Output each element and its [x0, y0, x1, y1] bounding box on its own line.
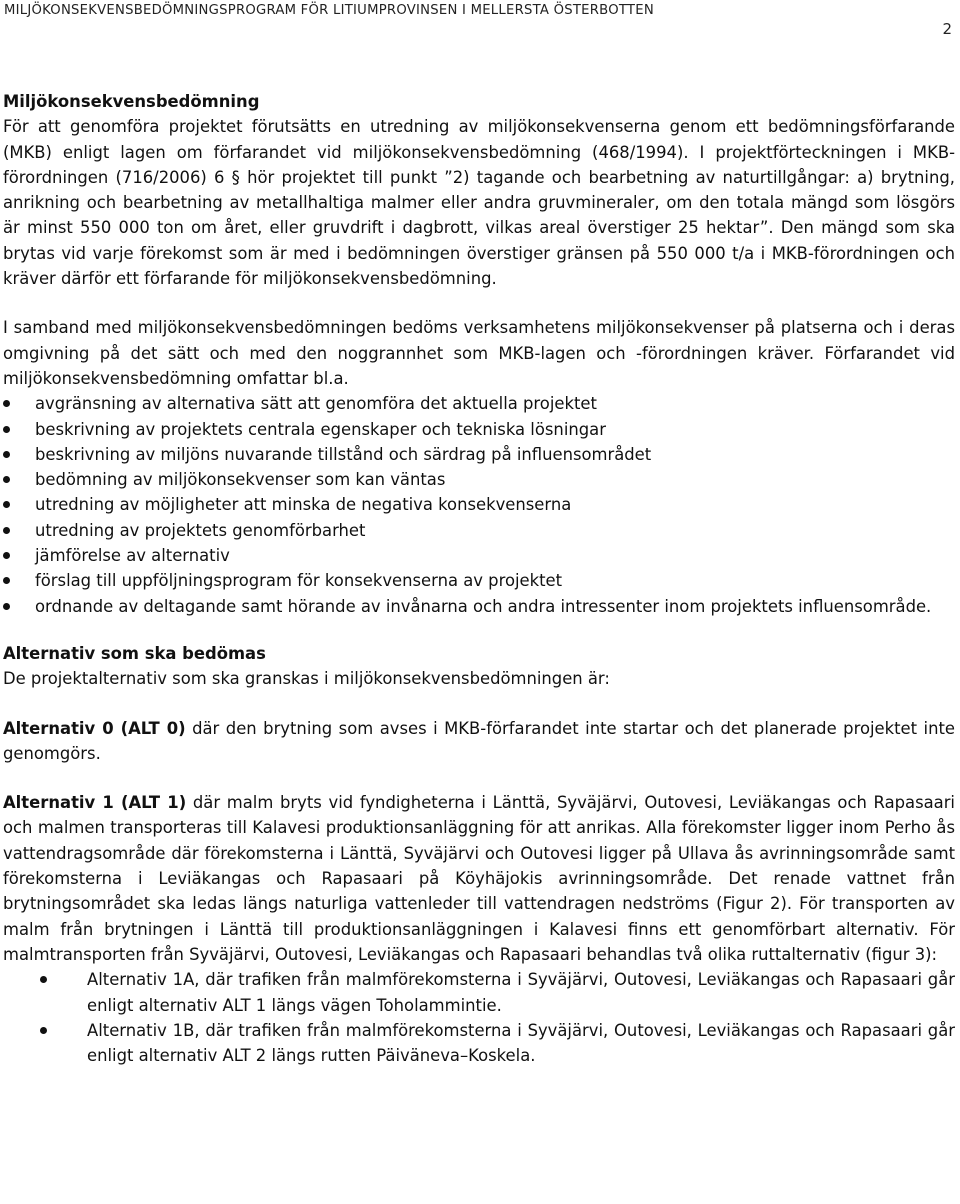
paragraph-alternatives-intro: De projektalternativ som ska granskas i miljökonsekvensbedömningen är:: [3, 669, 610, 689]
bullet-icon: [3, 577, 10, 584]
list-item: ordnande av deltagande samt hörande av invånarna och andra intressenter inom projektets influensområde.: [3, 594, 955, 619]
alt0-label: Alternativ 0 (ALT 0): [3, 718, 186, 738]
bullet-icon: [3, 603, 10, 610]
bullet-list-procedure: [3, 391, 955, 619]
list-item: Alternativ 1B, där trafiken från malmförekomsterna i Syväjärvi, Outovesi, Leviäkangas och Rapasaari går enligt alternativ ALT 2 längs rutten Päiväneva–Koskela.: [3, 1018, 955, 1069]
list-item: jämförelse av alternativ: [3, 543, 955, 568]
bullet-icon: [40, 976, 47, 983]
list-item: förslag till uppföljningsprogram för konsekvenserna av projektet: [3, 568, 955, 593]
alt1-text: där malm bryts vid fyndigheterna i Länttä, Syväjärvi, Outovesi, Leviäkangas och Rapasaari och malmen transporteras till Kalavesi produktionsanläggning för att anrikas. Alla förekomster ligger inom Perho ås vattendragsområde där förekomsterna i Länttä, Syväjärvi och Outovesi ligger på Ullava ås avrinningsområde samt förekomsterna i Leviäkangas och Rapasaari på Köyhäjokis avrinningsområde. Det renade vattnet från brytningsområdet ska ledas längs naturliga vattenleder till vattendragen nedströms (Figur 2). För transporten av malm från brytningen i Länttä till produktionsanläggningen i Kalavesi finns ett genomförbart alternativ. För malmtransporten från Syväjärvi, Outovesi, Leviäkangas och Rapasaari behandlas två olika ruttalternativ (figur 3):: [3, 793, 955, 964]
bullet-icon: [40, 1027, 47, 1034]
paragraph-alt1: [3, 790, 955, 967]
list-item: utredning av projektets genomförbarhet: [3, 518, 955, 543]
bullet-icon: [3, 400, 10, 407]
bullet-icon: [3, 527, 10, 534]
bullet-list-route-alternatives: [3, 967, 955, 1068]
bullet-icon: [3, 476, 10, 483]
alt1-label: Alternativ 1 (ALT 1): [3, 793, 187, 813]
bullet-icon: [3, 552, 10, 559]
alt0-text: där den brytning som avses i MKB-förfarandet inte startar och det planerade projektet inte genomgörs.: [3, 718, 955, 763]
section-heading-alternatives: Alternativ som ska bedömas: [3, 643, 266, 663]
paragraph-mkb-requirement: För att genomföra projektet förutsätts en utredning av miljökonsekvenserna genom ett bedömningsförfarande (MKB) enligt lagen om förfarandet vid miljökonsekvensbedömning (468/1994). I projektförteckningen i MKB-förordningen (716/2006) 6 § hör projektet till punkt ”2) tagande och bearbetning av naturtillgångar: a) brytning, anrikning och bearbetning av metallhaltiga malmer eller andra gruvmineraler, om den totala mängd som lösgörs är minst 550 000 ton om året, eller gruvdrift i dagbrott, vilkas areal överstiger 25 hektar”. Den mängd som ska brytas vid varje förekomst som är med i bedömningen överstiger gränsen på 550 000 t/a i MKB-förordningen och kräver därför ett förfarande för miljökonsekvensbedömning.: [3, 117, 955, 289]
running-header: MILJÖKONSEKVENSBEDÖMNINGSPROGRAM FÖR LITIUMPROVINSEN I MELLERSTA ÖSTERBOTTEN: [4, 3, 654, 18]
list-item: avgränsning av alternativa sätt att genomföra det aktuella projektet: [3, 391, 955, 416]
paragraph-mkb-scope: I samband med miljökonsekvensbedömningen bedöms verksamhetens miljökonsekvenser på platserna och i deras omgivning på det sätt och med den noggrannhet som MKB-lagen och -förordningen kräver. Förfarandet vid miljökonsekvensbedömning omfattar bl.a.: [3, 318, 955, 388]
page-number: 2: [942, 20, 952, 38]
list-item: bedömning av miljökonsekvenser som kan väntas: [3, 467, 955, 492]
bullet-icon: [3, 451, 10, 458]
section-heading-mkb: Miljökonsekvensbedömning: [3, 92, 260, 111]
list-item: Alternativ 1A, där trafiken från malmförekomsterna i Syväjärvi, Outovesi, Leviäkangas och Rapasaari går enligt alternativ ALT 1 längs vägen Toholammintie.: [3, 967, 955, 1018]
paragraph-alt0: [3, 716, 955, 767]
list-item: beskrivning av miljöns nuvarande tillstånd och särdrag på influensområdet: [3, 442, 955, 467]
bullet-icon: [3, 501, 10, 508]
document-body: [3, 89, 955, 1068]
bullet-icon: [3, 426, 10, 433]
list-item: beskrivning av projektets centrala egenskaper och tekniska lösningar: [3, 417, 955, 442]
list-item: utredning av möjligheter att minska de negativa konsekvenserna: [3, 492, 955, 517]
